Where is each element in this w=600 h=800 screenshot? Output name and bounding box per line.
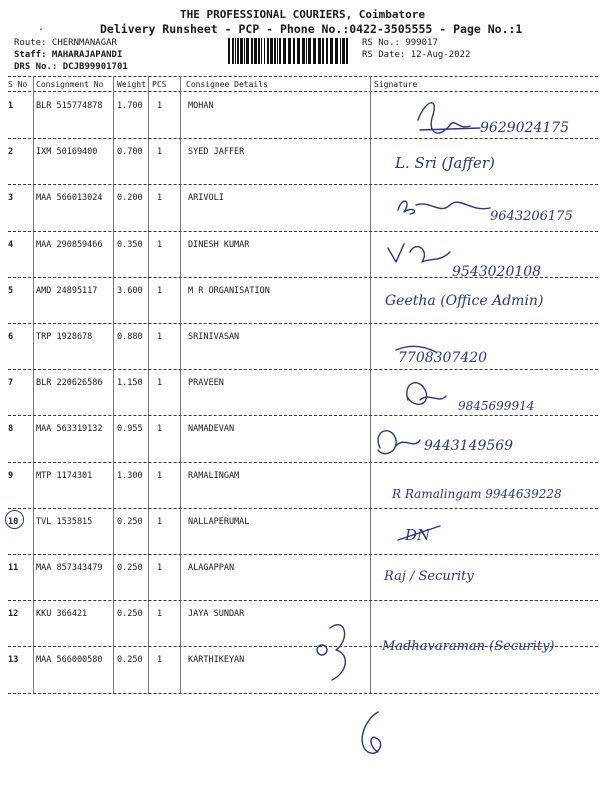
barcode-bar xyxy=(258,38,260,64)
circled-row-marker xyxy=(5,510,24,529)
route-label: Route: CHERNMANAGAR xyxy=(14,38,117,48)
row-consignee: M R ORGANISATION xyxy=(188,285,270,296)
barcode-bar xyxy=(302,38,305,64)
barcode-bar xyxy=(244,38,245,64)
row-pcs: 1 xyxy=(157,332,163,342)
row-consignee: DINESH KUMAR xyxy=(188,239,250,250)
barcode-bar xyxy=(313,38,316,64)
signature-13-text: Madhavaraman (Security) xyxy=(382,639,555,654)
barcode-bar xyxy=(235,38,236,64)
barcode-bar xyxy=(283,38,286,64)
barcode-bar xyxy=(232,38,234,64)
row-consignment-no: TRP 1928678 xyxy=(36,332,93,342)
signature-1 xyxy=(418,103,569,136)
col-header-consignment: Consignment No xyxy=(36,80,104,89)
barcode-bar xyxy=(335,38,338,64)
col-header-pcs: PCS xyxy=(152,80,167,89)
barcode-bar xyxy=(270,38,273,64)
bottom-scribble xyxy=(362,712,380,753)
row-sno: 12 xyxy=(8,609,19,620)
row-consignment-no: KKU 366421 xyxy=(36,609,88,620)
row-pcs: 1 xyxy=(157,193,163,204)
row-divider xyxy=(8,646,598,647)
rs-number: RS No.: 999017 xyxy=(362,38,438,48)
signature-4-text: 9543020108 xyxy=(452,264,542,280)
row-consignee: PRAVEEN xyxy=(188,378,224,389)
signature-3-text: 9643206175 xyxy=(490,209,573,224)
row-consignment-no: MAA 566013024 xyxy=(36,193,103,204)
signature-6 xyxy=(396,346,487,366)
row-consignee: NALLAPERUMAL xyxy=(188,516,250,527)
row-sno: 7 xyxy=(8,378,14,389)
row-pcs: 1 xyxy=(157,239,163,250)
row-weight: 1.700 xyxy=(117,101,143,111)
row-sno: 4 xyxy=(8,239,14,250)
barcode-bar xyxy=(342,38,345,64)
row-weight: 0.250 xyxy=(117,655,143,666)
row-sno: 11 xyxy=(8,563,19,573)
barcode-bar xyxy=(346,38,348,64)
signature-9-text: R Ramalingam 9944639228 xyxy=(392,487,562,501)
signature-12 xyxy=(317,625,345,680)
row-pcs: 1 xyxy=(157,378,163,389)
signature-8 xyxy=(378,431,513,454)
row-weight: 0.250 xyxy=(117,516,143,527)
row-sno: 10 xyxy=(8,516,19,527)
row-consignment-no: MAA 566000580 xyxy=(36,655,103,666)
col-header-signature: Signature xyxy=(374,80,418,89)
row-consignee: ALAGAPPAN xyxy=(188,563,235,573)
signature-3 xyxy=(398,201,573,224)
row-consignment-no: BLR 515774878 xyxy=(36,101,103,111)
table-top-divider xyxy=(8,76,598,77)
row-divider xyxy=(8,554,598,555)
barcode-bar xyxy=(330,38,333,64)
barcode-bar xyxy=(308,38,311,64)
col-header-consignee: Consignee Details xyxy=(186,80,268,89)
row-consignee: JAYA SUNDAR xyxy=(188,609,245,620)
row-consignee: NAMADEVAN xyxy=(188,424,235,435)
row-divider xyxy=(8,693,598,694)
signature-10 xyxy=(398,526,440,544)
row-weight: 1.150 xyxy=(117,378,143,389)
table-header-divider xyxy=(8,91,598,92)
row-consignment-no: BLR 220626586 xyxy=(36,378,103,389)
row-weight: 0.350 xyxy=(117,239,143,250)
drs-number: DRS No.: DCJB99901701 xyxy=(14,62,128,72)
signature-10-text: DN xyxy=(405,526,431,544)
rs-date: RS Date: 12-Aug-2022 xyxy=(362,50,471,60)
signature-11 xyxy=(383,569,474,584)
signature-8-text: 9443149569 xyxy=(424,438,514,454)
row-divider xyxy=(8,231,598,232)
row-pcs: 1 xyxy=(157,101,163,111)
barcode-bar xyxy=(326,38,328,64)
row-consignee: KARTHIKEYAN xyxy=(188,655,245,666)
row-weight: 0.955 xyxy=(117,424,143,435)
barcode-bar xyxy=(246,38,249,64)
barcode-bar xyxy=(237,38,239,64)
row-pcs: 1 xyxy=(157,563,163,573)
row-weight: 0.250 xyxy=(117,563,143,573)
barcode-bar xyxy=(267,38,269,64)
col-header-sno: S No xyxy=(8,80,28,89)
barcode-bar xyxy=(293,38,295,64)
signature-6-text: 7708307420 xyxy=(398,350,488,366)
document-subtitle: Delivery Runsheet - PCP - Phone No.:0422-3505555 - Page No.:1 xyxy=(100,22,523,36)
row-pcs: 1 xyxy=(157,470,163,481)
row-consignment-no: MAA 290859466 xyxy=(36,239,103,250)
signature-7 xyxy=(407,383,535,413)
staff-label: Staff: MAHARAJAPANDI xyxy=(14,50,123,60)
barcode-bar xyxy=(261,38,262,64)
barcode-bar xyxy=(277,38,278,64)
row-pcs: 1 xyxy=(157,655,163,666)
barcode-bar xyxy=(240,38,243,64)
row-weight: 0.700 xyxy=(117,147,143,158)
row-consignment-no: AMD 24895117 xyxy=(36,285,98,296)
row-consignment-no: MAA 563319132 xyxy=(36,424,103,435)
row-weight: 3.600 xyxy=(117,285,143,296)
row-consignment-no: TVL 1535815 xyxy=(36,516,93,527)
signature-2 xyxy=(394,154,495,172)
row-divider xyxy=(8,277,598,278)
row-sno: 6 xyxy=(8,332,14,342)
row-weight: 1.300 xyxy=(117,470,143,481)
barcode-bar xyxy=(274,38,276,64)
signature-2-text: L. Sri (Jaffer) xyxy=(395,154,495,172)
document-title: THE PROFESSIONAL COURIERS, Coimbatore xyxy=(180,8,426,21)
row-consignee: MOHAN xyxy=(188,101,214,111)
row-sno: 1 xyxy=(8,101,14,111)
row-consignment-no: IXM 50169400 xyxy=(36,147,98,158)
barcode-bar xyxy=(251,38,253,64)
signature-4 xyxy=(388,244,541,280)
row-pcs: 1 xyxy=(157,424,163,435)
row-consignment-no: MTP 1174301 xyxy=(36,470,93,481)
signature-1-text: 9629024175 xyxy=(480,120,570,136)
row-pcs: 1 xyxy=(157,516,163,527)
barcode-bar xyxy=(322,38,324,64)
barcode-bar xyxy=(297,38,300,64)
row-weight: 0.880 xyxy=(117,332,143,342)
barcode-bar xyxy=(318,38,321,64)
row-consignee: SYED JAFFER xyxy=(188,147,245,158)
stray-mark: . xyxy=(38,22,45,33)
row-pcs: 1 xyxy=(157,609,163,620)
row-pcs: 1 xyxy=(157,285,163,296)
row-sno: 13 xyxy=(8,655,19,666)
row-sno: 9 xyxy=(8,470,14,481)
row-divider xyxy=(8,323,598,324)
row-divider xyxy=(8,600,598,601)
barcode-bar xyxy=(279,38,281,64)
row-divider xyxy=(8,415,598,416)
row-divider xyxy=(8,369,598,370)
barcode-bar xyxy=(228,38,230,64)
row-consignee: ARIVOLI xyxy=(188,193,224,204)
barcode-bar xyxy=(254,38,257,64)
col-header-weight: Weight xyxy=(117,80,146,89)
barcode-bar xyxy=(264,38,265,64)
signature-9 xyxy=(391,487,562,501)
row-divider xyxy=(8,138,598,139)
row-divider xyxy=(8,462,598,463)
row-sno: 3 xyxy=(8,193,14,204)
row-weight: 0.250 xyxy=(117,609,143,620)
row-sno: 2 xyxy=(8,147,14,158)
signature-11-text: Raj / Security xyxy=(384,569,474,584)
row-sno: 8 xyxy=(8,424,14,435)
signature-7-text: 9845699914 xyxy=(458,399,535,413)
signature-5-text: Geetha (Office Admin) xyxy=(385,293,544,309)
row-consignee: SRINIVASAN xyxy=(188,332,240,342)
barcode-bar xyxy=(340,38,341,64)
row-pcs: 1 xyxy=(157,147,163,158)
signature-5 xyxy=(385,293,543,309)
row-consignment-no: MAA 857343479 xyxy=(36,563,103,573)
row-consignee: RAMALINGAM xyxy=(188,470,240,481)
row-divider xyxy=(8,184,598,185)
barcode-bar xyxy=(288,38,291,64)
barcode xyxy=(228,38,350,64)
row-weight: 0.200 xyxy=(117,193,143,204)
row-divider xyxy=(8,508,598,509)
barcode-bar xyxy=(306,38,307,64)
row-sno: 5 xyxy=(8,285,14,296)
